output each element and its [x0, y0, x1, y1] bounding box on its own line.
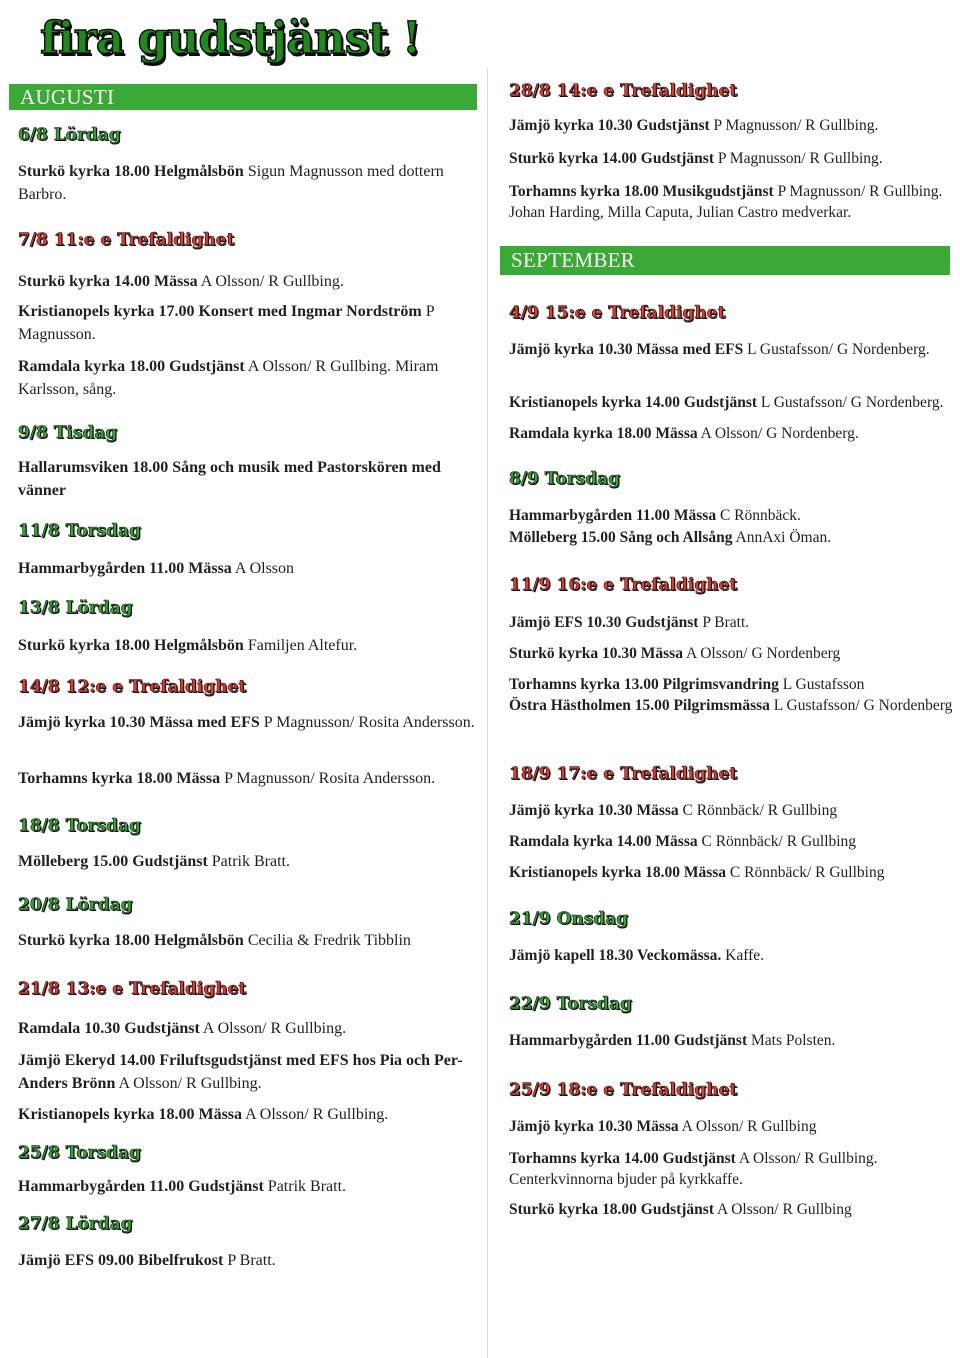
service-entry: Sturkö kyrka 10.30 Mässa A Olsson/ G Nordenberg [509, 645, 841, 662]
day-heading: 4/9 15:e e Trefaldighet [509, 303, 726, 323]
service-entry: Hammarbygården 11.00 Mässa C Rönnbäck. [509, 507, 801, 524]
day-heading: 13/8 Lördag [18, 598, 133, 618]
service-entry: Torhamns kyrka 18.00 Musikgudstjänst P Magnusson/ R Gullbing. Johan Harding, Milla Caputa, Julian Castro medverkar. [509, 183, 943, 221]
service-entry: Kristianopels kyrka 18.00 Mässa A Olsson/ R Gullbing. [18, 1106, 389, 1123]
month-header-augusti: AUGUSTI [9, 84, 477, 110]
day-heading: 14/8 12:e e Trefaldighet [18, 677, 247, 697]
day-heading: 28/8 14:e e Trefaldighet [509, 81, 738, 101]
service-entry: Hammarbygården 11.00 Mässa A Olsson [18, 560, 295, 577]
service-entry: Hammarbygården 11.00 Gudstjänst Patrik Bratt. [18, 1178, 347, 1195]
service-entry: Jämjö EFS 09.00 Bibelfrukost P Bratt. [18, 1252, 276, 1269]
service-entry: Östra Hästholmen 15.00 Pilgrimsmässa L Gustafsson/ G Nordenberg [509, 697, 953, 714]
service-entry: Kristianopels kyrka 14.00 Gudstjänst L Gustafsson/ G Nordenberg. [509, 394, 944, 411]
day-heading: 9/8 Tisdag [18, 423, 118, 443]
day-heading: 18/8 Torsdag [18, 816, 141, 836]
service-entry: Jämjö kyrka 10.30 Mässa A Olsson/ R Gullbing [509, 1118, 817, 1135]
day-heading: 11/8 Torsdag [18, 521, 141, 541]
day-heading: 7/8 11:e e Trefaldighet [18, 230, 235, 250]
service-entry: Ramdala kyrka 18.00 Gudstjänst A Olsson/ R Gullbing. Miram Karlsson, sång. [18, 358, 439, 398]
day-heading: 25/8 Torsdag [18, 1143, 141, 1163]
day-heading: 21/9 Onsdag [509, 909, 629, 929]
day-heading: 11/9 16:e e Trefaldighet [509, 575, 738, 595]
service-entry: Kristianopels kyrka 18.00 Mässa C Rönnbäck/ R Gullbing [509, 864, 885, 881]
service-entry: Sturkö kyrka 18.00 Helgmålsbön Sigun Magnusson med dottern Barbro. [18, 163, 444, 203]
day-heading: 18/9 17:e e Trefaldighet [509, 764, 738, 784]
month-header-september: SEPTEMBER [500, 246, 950, 275]
service-entry: Torhamns kyrka 14.00 Gudstjänst A Olsson/ R Gullbing. Centerkvinnorna bjuder på kyrkkaffe. [509, 1150, 878, 1188]
service-entry: Mölleberg 15.00 Sång och Allsång AnnAxi Öman. [509, 529, 832, 546]
column-divider [487, 68, 488, 1358]
service-entry: Jämjö EFS 10.30 Gudstjänst P Bratt. [509, 614, 750, 631]
service-entry: Ramdala 10.30 Gudstjänst A Olsson/ R Gullbing. [18, 1020, 347, 1037]
service-entry: Jämjö kyrka 10.30 Gudstjänst P Magnusson/ R Gullbing. [509, 117, 879, 134]
day-heading: 6/8 Lördag [18, 125, 121, 145]
service-entry: Hallarumsviken 18.00 Sång och musik med Pastorskören med vänner [18, 459, 441, 499]
service-entry: Ramdala kyrka 14.00 Mässa C Rönnbäck/ R Gullbing [509, 833, 857, 850]
service-entry: Jämjö kapell 18.30 Veckomässa. Kaffe. [509, 947, 765, 964]
day-heading: 20/8 Lördag [18, 895, 133, 915]
service-entry: Jämjö Ekeryd 14.00 Friluftsgudstjänst med EFS hos Pia och Per-Anders Brönn A Olsson/ R Gullbing. [18, 1052, 463, 1092]
page-title: fira gudstjänst ! [40, 13, 421, 64]
day-heading: 21/8 13:e e Trefaldighet [18, 979, 247, 999]
service-entry: Sturkö kyrka 18.00 Helgmålsbön Familjen Altefur. [18, 637, 358, 654]
service-entry: Jämjö kyrka 10.30 Mässa med EFS P Magnusson/ Rosita Andersson. [18, 714, 475, 731]
service-entry: Sturkö kyrka 18.00 Helgmålsbön Cecilia & Fredrik Tibblin [18, 932, 411, 949]
service-entry: Torhamns kyrka 13.00 Pilgrimsvandring L Gustafsson [509, 676, 865, 693]
day-heading: 25/9 18:e e Trefaldighet [509, 1080, 738, 1100]
service-entry: Sturkö kyrka 18.00 Gudstjänst A Olsson/ R Gullbing [509, 1201, 852, 1218]
service-entry: Ramdala kyrka 18.00 Mässa A Olsson/ G Nordenberg. [509, 425, 859, 442]
day-heading: 27/8 Lördag [18, 1214, 133, 1234]
service-entry: Sturkö kyrka 14.00 Mässa A Olsson/ R Gullbing. [18, 273, 344, 290]
service-entry: Jämjö kyrka 10.30 Mässa C Rönnbäck/ R Gullbing [509, 802, 838, 819]
service-entry: Mölleberg 15.00 Gudstjänst Patrik Bratt. [18, 853, 290, 870]
service-entry: Torhamns kyrka 18.00 Mässa P Magnusson/ Rosita Andersson. [18, 770, 436, 787]
service-entry: Hammarbygården 11.00 Gudstjänst Mats Polsten. [509, 1032, 836, 1049]
day-heading: 22/9 Torsdag [509, 994, 632, 1014]
service-entry: Sturkö kyrka 14.00 Gudstjänst P Magnusson/ R Gullbing. [509, 150, 883, 167]
service-entry: Jämjö kyrka 10.30 Mässa med EFS L Gustafsson/ G Nordenberg. [509, 341, 930, 358]
day-heading: 8/9 Torsdag [509, 469, 621, 489]
service-entry: Kristianopels kyrka 17.00 Konsert med Ingmar Nordström P Magnusson. [18, 303, 435, 343]
